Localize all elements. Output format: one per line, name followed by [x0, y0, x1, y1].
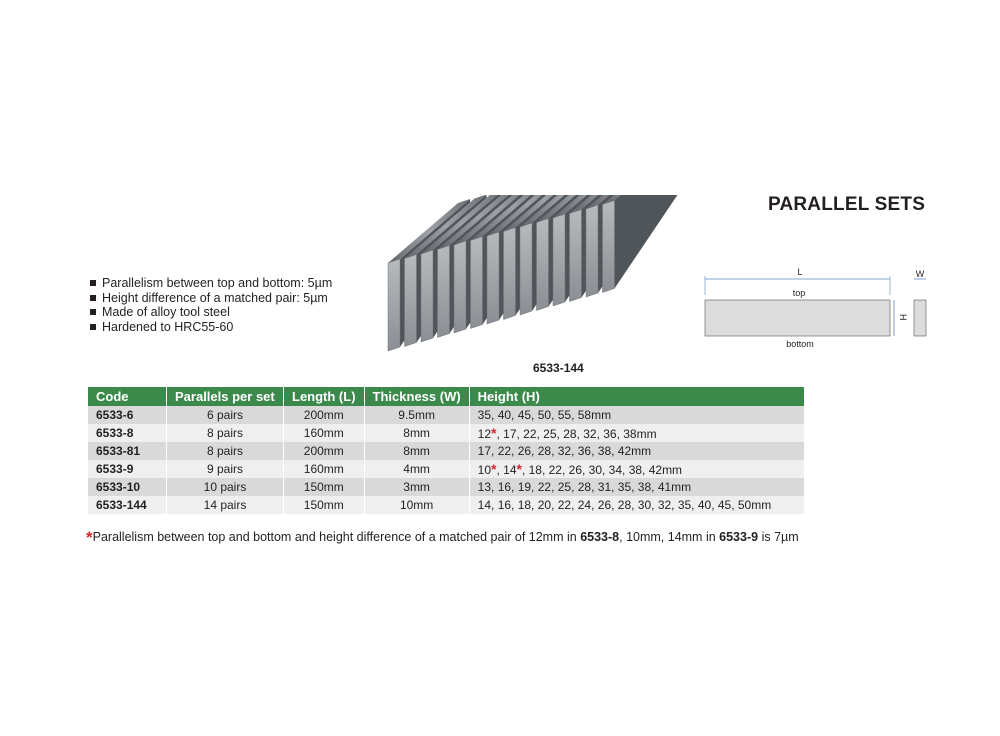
- pairs-cell: 8 pairs: [167, 424, 284, 442]
- feature-item: Height difference of a matched pair: 5µm: [90, 291, 332, 306]
- length-cell: 160mm: [284, 424, 365, 442]
- feature-item: Made of alloy tool steel: [90, 305, 332, 320]
- column-header: Thickness (W): [364, 387, 469, 406]
- pairs-cell: 8 pairs: [167, 442, 284, 460]
- thickness-cell: 9.5mm: [364, 406, 469, 424]
- thickness-cell: 4mm: [364, 460, 469, 478]
- parallel-set-photo: [380, 195, 700, 360]
- footnote-text: , 10mm, 14mm in: [619, 530, 720, 544]
- height-cell: 17, 22, 26, 28, 32, 36, 38, 42mm: [469, 442, 804, 460]
- pairs-cell: 6 pairs: [167, 406, 284, 424]
- thickness-cell: 8mm: [364, 424, 469, 442]
- column-header: Code: [88, 387, 167, 406]
- footnote-text: Parallelism between top and bottom and height difference of a matched pair of 12mm in: [92, 530, 581, 544]
- column-header: Height (H): [469, 387, 804, 406]
- length-cell: 150mm: [284, 496, 365, 514]
- width-label: W: [915, 269, 925, 279]
- asterisk-mark: *: [491, 425, 497, 441]
- feature-list: [90, 276, 332, 334]
- table-row: [88, 424, 804, 442]
- pairs-cell: 9 pairs: [167, 460, 284, 478]
- asterisk-mark: *: [491, 461, 497, 477]
- code-cell: 6533-144: [88, 496, 167, 514]
- parallel-bar: [603, 195, 685, 293]
- column-header: Length (L): [284, 387, 365, 406]
- bar-end-view: [914, 300, 926, 336]
- pairs-cell: 10 pairs: [167, 478, 284, 496]
- dimension-diagram: [700, 265, 940, 355]
- pairs-cell: 14 pairs: [167, 496, 284, 514]
- height-value: 10: [477, 463, 492, 477]
- table-row: [88, 478, 804, 496]
- asterisk-mark: *: [86, 528, 93, 547]
- code-cell: 6533-8: [88, 424, 167, 442]
- height-value: , 18, 22, 26, 30, 34, 38, 42mm: [521, 463, 683, 477]
- table-row: [88, 460, 804, 478]
- height-value: 12: [477, 427, 492, 441]
- code-cell: 6533-6: [88, 406, 167, 424]
- height-cell: 13, 16, 19, 22, 25, 28, 31, 35, 38, 41mm: [469, 478, 804, 496]
- column-header: Parallels per set: [167, 387, 284, 406]
- table-row: [88, 496, 804, 514]
- length-cell: 200mm: [284, 442, 365, 460]
- height-cell: 35, 40, 45, 50, 55, 58mm: [469, 406, 804, 424]
- height-cell: 14, 16, 18, 20, 22, 24, 26, 28, 30, 32, 35, 40, 45, 50mm: [469, 496, 804, 514]
- thickness-cell: 10mm: [364, 496, 469, 514]
- height-value: , 17, 22, 25, 28, 32, 36, 38mm: [496, 427, 657, 441]
- thickness-cell: 8mm: [364, 442, 469, 460]
- table-row: [88, 442, 804, 460]
- table-header-row: [88, 387, 804, 406]
- footnote: [86, 528, 799, 548]
- height-value: , 14: [496, 463, 517, 477]
- feature-item: Parallelism between top and bottom: 5µm: [90, 276, 332, 291]
- feature-item: Hardened to HRC55-60: [90, 320, 332, 335]
- bottom-label: bottom: [786, 339, 814, 349]
- table-row: [88, 406, 804, 424]
- footnote-text: is 7µm: [758, 530, 799, 544]
- length-label: L: [797, 267, 803, 277]
- length-cell: 200mm: [284, 406, 365, 424]
- height-cell: [469, 460, 804, 478]
- height-cell: [469, 424, 804, 442]
- spec-table: [88, 387, 805, 514]
- height-label: H: [898, 314, 908, 321]
- code-cell: 6533-10: [88, 478, 167, 496]
- footnote-code: 6533-9: [719, 530, 759, 544]
- footnote-code: 6533-8: [580, 530, 620, 544]
- thickness-cell: 3mm: [364, 478, 469, 496]
- code-cell: 6533-9: [88, 460, 167, 478]
- code-cell: 6533-81: [88, 442, 167, 460]
- page-title: PARALLEL SETS: [768, 194, 926, 215]
- top-label: top: [792, 288, 806, 298]
- bar-side-view: [705, 300, 890, 336]
- asterisk-mark: *: [516, 461, 522, 477]
- photo-caption: 6533-144: [533, 361, 584, 375]
- length-cell: 160mm: [284, 460, 365, 478]
- length-cell: 150mm: [284, 478, 365, 496]
